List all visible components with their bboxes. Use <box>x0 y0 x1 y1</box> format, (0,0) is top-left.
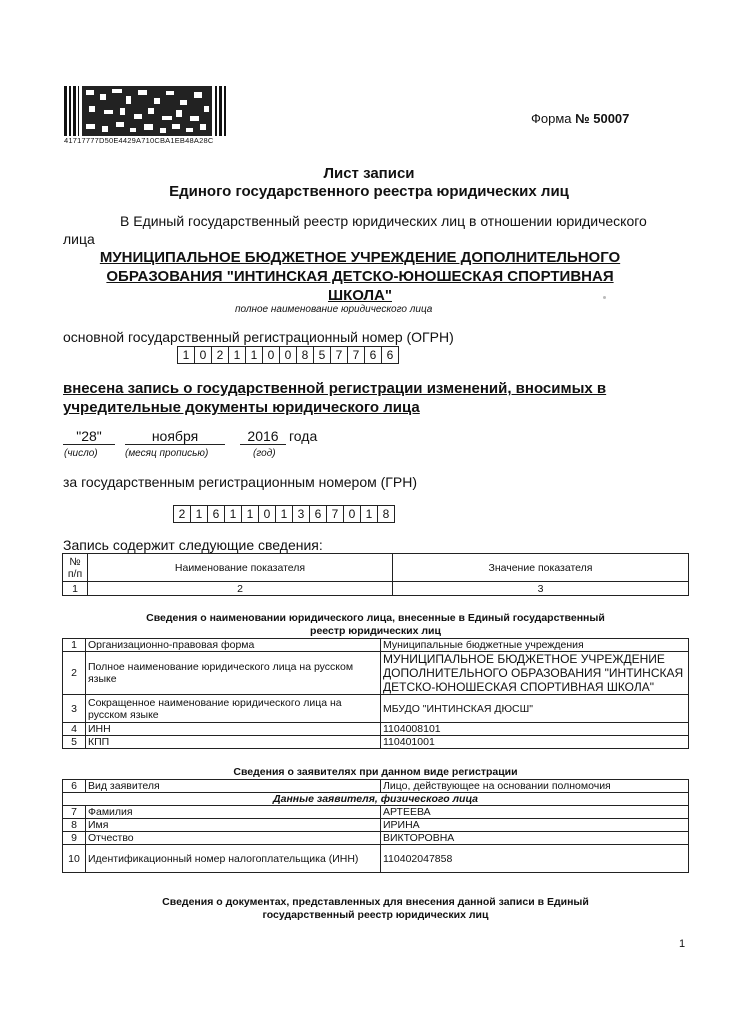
page-number: 1 <box>679 938 686 950</box>
date-day: "28" <box>63 428 115 445</box>
digit-box: 0 <box>263 347 280 363</box>
digit-box: 8 <box>382 507 390 521</box>
section2-title: Сведения о заявителях при данном виде регистрации <box>233 766 518 778</box>
form-number-prefix: Форма <box>531 111 572 126</box>
row-num: 9 <box>63 832 86 845</box>
form-number <box>531 111 629 126</box>
row-name: Идентификационный номер налогоплательщика (ИНН) <box>86 845 381 873</box>
header-value: Значение показателя <box>393 554 689 582</box>
digit-box: 1 <box>191 506 208 522</box>
row-value: ИРИНА <box>381 819 689 832</box>
grn-digits <box>173 505 395 523</box>
intro-line1: В Единый государственный реестр юридических лиц в отношении юридического <box>120 213 647 229</box>
date-day-caption: (число) <box>64 448 98 459</box>
row-name: Полное наименование юридического лица на русском языке <box>86 652 381 695</box>
org-name-line: ОБРАЗОВАНИЯ "ИНТИНСКАЯ ДЕТСКО-ЮНОШЕСКАЯ СПОРТИВНАЯ <box>106 268 614 285</box>
section1-table <box>62 638 689 749</box>
row-num: 1 <box>63 639 86 652</box>
org-name-line: ШКОЛА" <box>328 287 392 304</box>
digit-box: 6 <box>208 506 225 522</box>
digit-box: 1 <box>229 347 246 363</box>
digit-box: 7 <box>327 506 344 522</box>
contents-header-table <box>62 553 689 596</box>
record-line: внесена запись о государственной регистрации изменений, вносимых в <box>63 380 607 397</box>
digit-box: 8 <box>297 347 314 363</box>
row-name: КПП <box>86 736 381 749</box>
digit-box: 1 <box>361 506 378 522</box>
digit-box: 0 <box>195 347 212 363</box>
row-name: ИНН <box>86 723 381 736</box>
row-value: МУНИЦИПАЛЬНОЕ БЮДЖЕТНОЕ УЧРЕЖДЕНИЕ ДОПОЛНИТЕЛЬНОГО ОБРАЗОВАНИЯ "ИНТИНСКАЯ ДЕТСКО-ЮНОШЕСКАЯ СПОРТИВНАЯ ШКОЛА" <box>381 652 689 695</box>
row-num: 10 <box>63 845 86 873</box>
doc-title: Лист записи <box>323 165 415 182</box>
grn-label: за государственным регистрационным номером (ГРН) <box>63 474 417 490</box>
digit-box: 1 <box>178 347 195 363</box>
digit-box: 6 <box>310 506 327 522</box>
row-name: Имя <box>86 819 381 832</box>
row-value: МБУДО "ИНТИНСКАЯ ДЮСШ" <box>381 695 689 723</box>
date-month-caption: (месяц прописью) <box>125 448 209 459</box>
applicant-subheader: Данные заявителя, физического лица <box>63 793 689 806</box>
row-num: 3 <box>63 695 86 723</box>
row-num: 8 <box>63 819 86 832</box>
digit-box: 1 <box>276 506 293 522</box>
row-num: 5 <box>63 736 86 749</box>
row-value: 1104008101 <box>381 723 689 736</box>
digit-box: 3 <box>293 506 310 522</box>
digit-box: 1 <box>225 506 242 522</box>
row-name: Вид заявителя <box>86 780 381 793</box>
org-name-line: МУНИЦИПАЛЬНОЕ БЮДЖЕТНОЕ УЧРЕЖДЕНИЕ ДОПОЛНИТЕЛЬНОГО <box>99 249 621 266</box>
date-month: ноября <box>125 428 225 445</box>
intro-line2: лица <box>63 231 95 247</box>
date-year: 2016 <box>240 428 286 445</box>
row-num: 6 <box>63 780 86 793</box>
digit-box: 6 <box>365 347 382 363</box>
date-year-caption: (год) <box>253 448 276 459</box>
row-value: Лицо, действующее на основании полномочия <box>381 780 689 793</box>
row-value: 110402047858 <box>381 845 689 873</box>
row-num: 4 <box>63 723 86 736</box>
section3-title: Сведения о документах, представленных для внесения данной записи в Единый государственный реестр юридических лиц <box>162 896 589 921</box>
header-num: № п/п <box>63 554 88 582</box>
digit-box: 2 <box>212 347 229 363</box>
row-name: Фамилия <box>86 806 381 819</box>
digit-box: 1 <box>242 506 259 522</box>
row-name: Организационно-правовая форма <box>86 639 381 652</box>
scan-speck <box>603 296 606 299</box>
row-value: ВИКТОРОВНА <box>381 832 689 845</box>
col-number: 2 <box>88 582 393 596</box>
digit-box: 7 <box>348 347 365 363</box>
digit-box: 2 <box>174 506 191 522</box>
digit-box: 7 <box>331 347 348 363</box>
form-number-value: № 50007 <box>575 111 630 126</box>
digit-box: 0 <box>259 506 276 522</box>
org-name-caption: полное наименование юридического лица <box>235 304 433 315</box>
record-line: учредительные документы юридического лица <box>63 399 420 416</box>
contents-label: Запись содержит следующие сведения: <box>63 537 323 553</box>
row-name: Отчество <box>86 832 381 845</box>
col-number: 3 <box>393 582 689 596</box>
digit-box: 5 <box>314 347 331 363</box>
row-num: 2 <box>63 652 86 695</box>
doc-subtitle: Единого государственного реестра юридических лиц <box>169 183 569 200</box>
digit-box: 0 <box>344 506 361 522</box>
digit-box: 6 <box>386 348 394 362</box>
row-num: 7 <box>63 806 86 819</box>
row-value: АРТЕЕВА <box>381 806 689 819</box>
section2-table <box>62 779 689 873</box>
date-year-suffix: года <box>289 428 318 444</box>
digit-box: 0 <box>280 347 297 363</box>
row-name: Сокращенное наименование юридического лица на русском языке <box>86 695 381 723</box>
barcode-image <box>64 86 227 136</box>
col-number: 1 <box>63 582 88 596</box>
ogrn-digits <box>177 346 399 364</box>
row-value: Муниципальные бюджетные учреждения <box>381 639 689 652</box>
record-statement <box>63 379 606 417</box>
org-full-name <box>90 248 630 305</box>
digit-box: 1 <box>246 347 263 363</box>
header-name: Наименование показателя <box>88 554 393 582</box>
section1-title: Сведения о наименовании юридического лица, внесенные в Единый государственный реестр юридических лиц <box>146 612 605 637</box>
barcode-code: 41717777D50E4429A710CBA1EB48A28C <box>64 136 214 145</box>
ogrn-label: основной государственный регистрационный номер (ОГРН) <box>63 329 454 345</box>
row-value: 110401001 <box>381 736 689 749</box>
